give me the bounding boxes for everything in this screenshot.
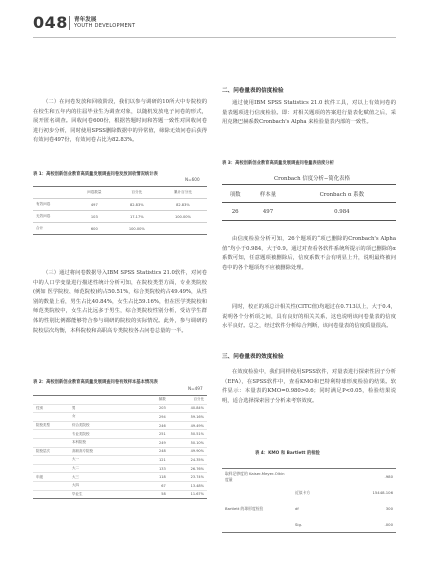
- table-row: [222, 517, 396, 533]
- table-cell: 497: [74, 199, 115, 211]
- table-cell: 133: [143, 464, 169, 473]
- table-row: [33, 223, 207, 235]
- table-cell: Sig.: [292, 517, 338, 533]
- table2-title: 表 2：高校创新创业教育高质量发展调查问卷有效样本基本情况表: [33, 380, 158, 385]
- table-row: [33, 456, 207, 465]
- right-paragraph-3: 同时，校正的项总计相关性(CITC值)均超过在0.713以上，大于0.4，说明各个分析项之间，具有良好的相关关系，这也说明该问卷量表的信度水平良好。总之，经过软件分析综合判断，该问卷量表的信度质量很高。: [222, 304, 396, 330]
- table-cell: 院校层次: [33, 447, 69, 456]
- table-row: [33, 447, 207, 456]
- right-paragraph-1: 通过使用IBM SPSS Statistics 21.0 软件工具，对以上有效问卷的量表题项进行信度检验。即：对相关题项的答案进行量表化赋值之后，采用克隆巴赫系数Cronbach's Alpha 来检验量表内部的一致性。: [222, 100, 396, 126]
- table-cell: 24.35%: [169, 456, 207, 465]
- table-cell: 有效问卷: [33, 199, 74, 211]
- table4: [222, 468, 396, 533]
- table-cell: 专业类院校: [69, 430, 143, 439]
- table-row: [222, 469, 396, 485]
- table-cell: 13.48%: [169, 481, 207, 490]
- table-row: [222, 501, 396, 517]
- table-cell: 大二: [69, 464, 143, 473]
- table-cell: 100.00%: [159, 211, 207, 223]
- table3: [222, 184, 396, 221]
- table-cell: Cronbach α 系数: [288, 185, 396, 203]
- table-cell: 82.83%: [115, 199, 159, 211]
- table-cell: 26: [222, 203, 248, 221]
- table-cell: 249: [143, 438, 169, 447]
- table-cell: 100.00%: [115, 223, 159, 235]
- table-cell: 50.10%: [169, 438, 207, 447]
- table-cell: 49.49%: [169, 421, 207, 430]
- table-cell: [222, 517, 292, 533]
- table-cell: 23.74%: [169, 473, 207, 482]
- table-cell: [33, 430, 69, 439]
- journal-title-cn: 青年发展: [74, 17, 97, 23]
- journal-title-en: YOUTH DEVELOPMENT: [74, 23, 136, 29]
- table-cell: 40.84%: [169, 404, 207, 413]
- table-cell: 300: [385, 506, 393, 511]
- table-cell: 121: [143, 456, 169, 465]
- header-divider: [69, 16, 70, 30]
- table-row: [33, 430, 207, 439]
- right-paragraph-4: 在效度检验中，我们同样使用SPSS软件，对量表进行探索性因子分析（EFA），在SPSS软件中，查看KMO和巴特利特球形度检验的结果。软件显示：本量表的KMO=0.980>0.6；同时满足P<0.05，检验结果说明，适合选择探索因子分析来考察效度。: [222, 369, 396, 404]
- table-cell: 样本量: [248, 185, 287, 203]
- table-cell: 大一: [69, 456, 143, 465]
- table-cell: [33, 187, 74, 199]
- table-row: [33, 464, 207, 473]
- table-cell: 67: [143, 481, 169, 490]
- table-cell: [33, 464, 69, 473]
- table-cell: [33, 481, 69, 490]
- table-row: [33, 490, 207, 499]
- table-cell: 246: [143, 421, 169, 430]
- table-row: [33, 396, 207, 405]
- table-cell: 百分比: [115, 187, 159, 199]
- table-cell: 17.17%: [115, 211, 159, 223]
- table-row: [33, 211, 207, 223]
- table-cell: .000: [338, 517, 396, 533]
- table-cell: 103: [74, 211, 115, 223]
- table-cell: 累计百分比: [159, 187, 207, 199]
- table-cell: 82.83%: [159, 199, 207, 211]
- table-cell: 频数: [143, 396, 169, 405]
- table-cell: 497: [248, 203, 287, 221]
- table-cell: 合计: [33, 223, 74, 235]
- table-cell: 15448.106: [372, 490, 393, 495]
- table-cell: 0.984: [288, 203, 396, 221]
- table-cell: 高职高专院校: [69, 447, 143, 456]
- table-cell: 59.16%: [169, 413, 207, 422]
- table-cell: [69, 396, 143, 405]
- table-cell: 问卷数量: [74, 187, 115, 199]
- left-paragraph-2: （三）通过将问卷数据导入IBM SPSS Statistics 21.0软件，对问卷中的人口学变量进行描述性统计分析可知，在院校类型方面，专业类院校(例如 医学院校、师范院校)约占50.51%，综合类院校约占49.49%，从性别的数量上看，男生占比40.84%，女生占比59.16%，但在医学类院校和师范类院校中，女生占比远多于男生，综合类院校性别分析，受访学生群体的性别比例都能够符合参与调研的院校的实际情况。此外，参与调研的院校层次均衡，本科院校和高职高专类院校各占问卷总量的一半。: [33, 270, 207, 334]
- table-cell: 百分比: [169, 396, 207, 405]
- section-heading-validity: 三、问卷量表的效度检验: [222, 354, 284, 360]
- table-cell: 近似卡方: [295, 489, 311, 495]
- page-number: 048: [33, 13, 68, 32]
- table-row: [222, 203, 396, 221]
- table-cell: [33, 438, 69, 447]
- table-cell: 49.90%: [169, 447, 207, 456]
- table-row: [33, 438, 207, 447]
- table-cell: [159, 223, 207, 235]
- table-row: [33, 404, 207, 413]
- table2-n: N=497: [188, 386, 203, 391]
- table-cell: 251: [143, 430, 169, 439]
- table-cell: 50.51%: [169, 430, 207, 439]
- table-row: [33, 473, 207, 482]
- table1-title: 表 1：高校创新创业教育高质量发展调查问卷发放回收情况统计表: [33, 172, 158, 177]
- table-cell: 毕业生: [69, 490, 143, 499]
- table-cell: 本科院校: [69, 438, 143, 447]
- table-row: [222, 185, 396, 203]
- table-cell: Bartlett 的球形度检验: [225, 505, 264, 511]
- table-cell: 男: [69, 404, 143, 413]
- table-row: [33, 481, 207, 490]
- table-cell: 58: [143, 490, 169, 499]
- table-cell: 院校类型: [33, 421, 69, 430]
- table-cell: [33, 490, 69, 499]
- table-row: [33, 199, 207, 211]
- table2: [33, 395, 207, 499]
- table-cell: [33, 413, 69, 422]
- table-cell: 取样足够度的 Kaiser-Meyer-Olkin 度量: [222, 469, 292, 485]
- table-row: [33, 413, 207, 422]
- table-cell: [33, 456, 69, 465]
- table3-caption: Cronbach 信度分析−简化表格: [274, 176, 350, 182]
- table-cell: 大四: [69, 481, 143, 490]
- table3-title: 表 3：高校创新创业教育高质量发展调查问卷量表信度分析: [222, 161, 334, 166]
- table-cell: [222, 485, 292, 501]
- table-row: [33, 187, 207, 199]
- table4-title: 表 4：KMO 和 Bartlett 的检验: [255, 451, 320, 456]
- table-cell: 203: [143, 404, 169, 413]
- table-cell: 项数: [222, 185, 248, 203]
- table-cell: [33, 396, 69, 405]
- table-cell: 11.67%: [169, 490, 207, 499]
- table-cell: 综合类院校: [69, 421, 143, 430]
- table-cell: [292, 469, 338, 485]
- table-cell: 118: [143, 473, 169, 482]
- table-cell: 248: [143, 447, 169, 456]
- table-cell: 女: [69, 413, 143, 422]
- table-cell: df: [295, 506, 299, 511]
- left-paragraph-1: （二）在问卷发放和回收阶段，我们以参与调研的10所大中专院校的在校生和五年内的往届毕业生为调查对象，以随机发放电子问卷的形式，展开匿名调查。回收问卷600份，根据答题时间和答题一致性对回收问卷进行初步分析，同时使用SPSS删除数据中的异常值，筛除无效问卷后获得有效问卷497份，有效问卷占比为82.83%。: [33, 99, 207, 144]
- table-cell: 26.76%: [169, 464, 207, 473]
- table-cell: 600: [74, 223, 115, 235]
- table-cell: 性别: [33, 404, 69, 413]
- table-row: [222, 485, 396, 501]
- table-cell: 年级: [33, 473, 69, 482]
- right-paragraph-2: 由信度检验分析可知，26个题项的“项已删除的Cronbach's Alpha值”均小于0.984，大于0.9。通过对查看各软件系统所提示的项已删除的α系数可知，任意题项被删除后，信度系数不会有明显上升，说明最终被问卷中的各个题项均不应被删除处理。: [222, 236, 396, 271]
- section-heading-reliability: 二、问卷量表的信度检验: [222, 88, 284, 94]
- table1-n: N=600: [185, 177, 200, 182]
- table-cell: .980: [338, 469, 396, 485]
- page-header: [0, 0, 427, 36]
- table-cell: 无效问卷: [33, 211, 74, 223]
- table-row: [33, 421, 207, 430]
- table-cell: 294: [143, 413, 169, 422]
- table1: [33, 186, 207, 235]
- header-rule: [33, 37, 396, 38]
- table-cell: 大三: [69, 473, 143, 482]
